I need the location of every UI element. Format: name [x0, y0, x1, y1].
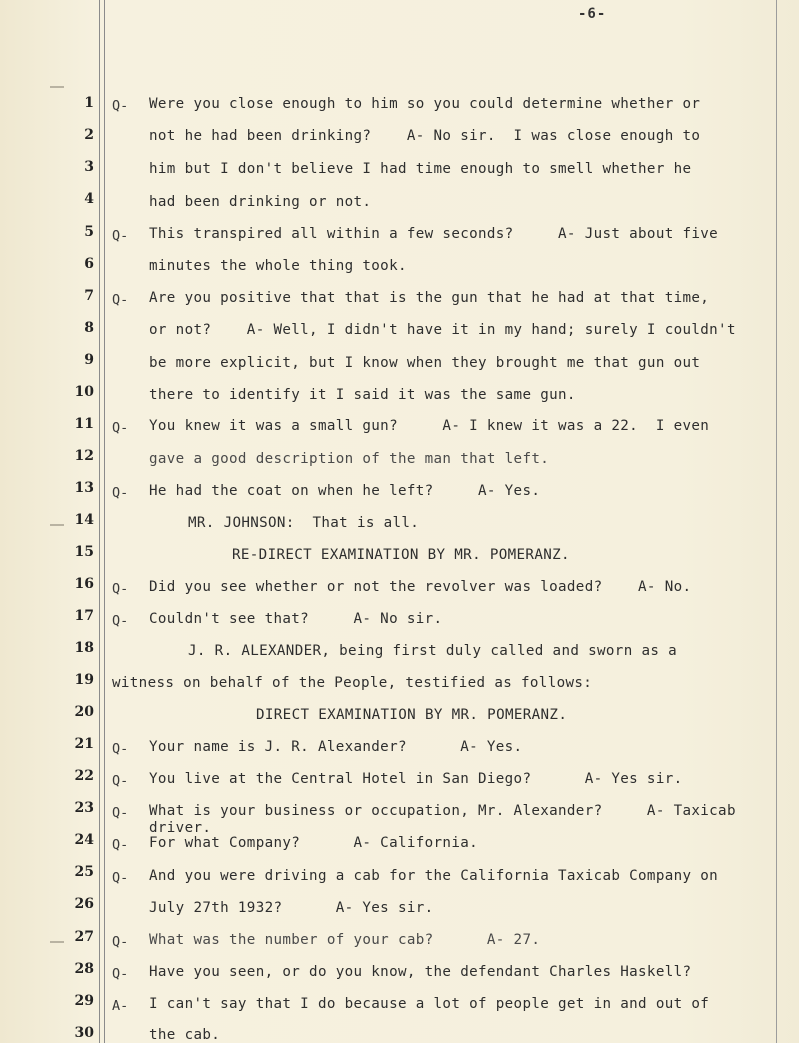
right-margin-rule: [776, 0, 777, 1043]
transcript-line: be more explicit, but I know when they brought me that gun out: [149, 355, 701, 371]
left-margin-rule: [99, 0, 100, 1043]
speaker-marker: Q-: [112, 485, 129, 501]
transcript-line: Have you seen, or do you know, the defendant Charles Haskell?: [149, 964, 692, 980]
speaker-marker: Q-: [112, 741, 129, 757]
transcript-line: him but I don't believe I had time enough to smell whether he: [149, 161, 692, 177]
speaker-marker: Q-: [112, 420, 129, 436]
margin-tick: [50, 86, 64, 88]
line-number: 30: [74, 1025, 94, 1041]
transcript-line: had been drinking or not.: [149, 194, 372, 210]
transcript-line: gave a good description of the man that left.: [149, 451, 550, 467]
transcript-line: Your name is J. R. Alexander? A- Yes.: [149, 739, 523, 755]
line-number: 10: [74, 384, 94, 400]
line-number: 19: [74, 672, 94, 688]
transcript-line: driver.: [149, 820, 212, 836]
line-number: 2: [84, 127, 94, 143]
line-number: 3: [84, 159, 94, 175]
line-number: 27: [74, 929, 94, 945]
transcript-line: He had the coat on when he left? A- Yes.: [149, 483, 541, 499]
transcript-line: For what Company? A- California.: [149, 835, 478, 851]
line-number: 4: [84, 191, 94, 207]
transcript-line: You live at the Central Hotel in San Diego? A- Yes sir.: [149, 771, 683, 787]
transcript-line: Were you close enough to him so you could determine whether or: [149, 96, 701, 112]
line-number: 7: [84, 288, 94, 304]
transcript-line: This transpired all within a few seconds? A- Just about five: [149, 226, 719, 242]
line-number: 21: [74, 736, 94, 752]
line-number: 15: [74, 544, 94, 560]
transcript-line: not he had been drinking? A- No sir. I was close enough to: [149, 128, 701, 144]
speaker-marker: A-: [112, 998, 129, 1014]
transcript-line: Did you see whether or not the revolver was loaded? A- No.: [149, 579, 692, 595]
speaker-marker: Q-: [112, 292, 129, 308]
line-number: 16: [74, 576, 94, 592]
line-number: 23: [74, 800, 94, 816]
line-number: 18: [74, 640, 94, 656]
transcript-line: July 27th 1932? A- Yes sir.: [149, 900, 434, 916]
line-number: 29: [74, 993, 94, 1009]
left-margin-rule-inner: [104, 0, 105, 1043]
line-number: 28: [74, 961, 94, 977]
line-number: 26: [74, 896, 94, 912]
section-heading: RE-DIRECT EXAMINATION BY MR. POMERANZ.: [232, 547, 570, 563]
transcript-line: What was the number of your cab? A- 27.: [149, 932, 541, 948]
line-number: 17: [74, 608, 94, 624]
speaker-marker: Q-: [112, 805, 129, 821]
line-number: 24: [74, 832, 94, 848]
speaker-marker: Q-: [112, 837, 129, 853]
line-number: 9: [84, 352, 94, 368]
speaker-marker: Q-: [112, 613, 129, 629]
line-number: 14: [74, 512, 94, 528]
transcript-line: or not? A- Well, I didn't have it in my hand; surely I couldn't: [149, 322, 736, 338]
transcript-line: You knew it was a small gun? A- I knew it was a 22. I even: [149, 418, 710, 434]
speaker-marker: Q-: [112, 228, 129, 244]
speaker-marker: Q-: [112, 581, 129, 597]
line-number: 12: [74, 448, 94, 464]
speaker-statement: MR. JOHNSON: That is all.: [188, 515, 420, 531]
line-number: 20: [74, 704, 94, 720]
page-number: -6-: [578, 6, 607, 22]
line-number: 6: [84, 256, 94, 272]
speaker-marker: Q-: [112, 934, 129, 950]
transcript-line: Couldn't see that? A- No sir.: [149, 611, 443, 627]
line-number: 11: [74, 416, 94, 432]
transcript-line: the cab.: [149, 1027, 221, 1043]
transcript-line: there to identify it I said it was the same gun.: [149, 387, 576, 403]
line-number: 5: [84, 224, 94, 240]
speaker-marker: Q-: [112, 870, 129, 886]
line-number: 1: [84, 95, 94, 111]
transcript-line: What is your business or occupation, Mr. Alexander? A- Taxicab: [149, 803, 736, 819]
transcript-line: minutes the whole thing took.: [149, 258, 407, 274]
transcript-line: J. R. ALEXANDER, being first duly called and sworn as a: [188, 643, 678, 659]
transcript-line: Are you positive that that is the gun that he had at that time,: [149, 290, 710, 306]
speaker-marker: Q-: [112, 98, 129, 114]
line-number: 25: [74, 864, 94, 880]
transcript-line: I can't say that I do because a lot of people get in and out of: [149, 996, 710, 1012]
transcript-line: And you were driving a cab for the California Taxicab Company on: [149, 868, 719, 884]
transcript-line: witness on behalf of the People, testified as follows:: [112, 675, 593, 691]
speaker-marker: Q-: [112, 966, 129, 982]
section-heading: DIRECT EXAMINATION BY MR. POMERANZ.: [256, 707, 568, 723]
speaker-marker: Q-: [112, 773, 129, 789]
line-number: 13: [74, 480, 94, 496]
line-number: 8: [84, 320, 94, 336]
line-number: 22: [74, 768, 94, 784]
